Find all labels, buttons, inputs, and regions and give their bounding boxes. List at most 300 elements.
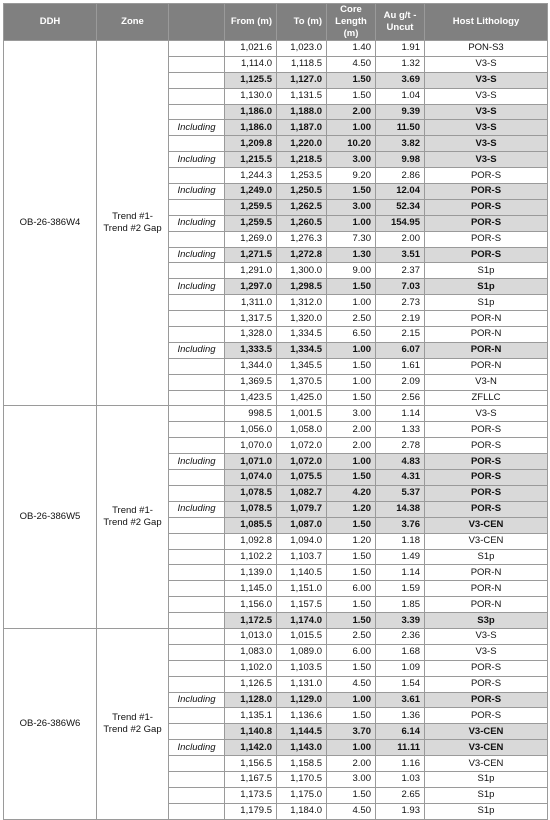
including-cell [169,549,225,565]
from-cell: 1,344.0 [225,358,277,374]
core-length-cell: 1.00 [327,374,376,390]
au-grade-cell: 1.33 [376,422,425,438]
core-length-cell: 3.00 [327,771,376,787]
including-cell [169,168,225,184]
au-grade-cell: 2.56 [376,390,425,406]
including-cell [169,756,225,772]
to-cell: 1,187.0 [277,120,327,136]
ddh-cell: OB-26-386W4 [4,41,97,406]
to-cell: 1,072.0 [277,438,327,454]
including-cell [169,470,225,486]
to-cell: 1,129.0 [277,692,327,708]
au-grade-cell: 1.54 [376,676,425,692]
core-length-cell: 2.00 [327,756,376,772]
au-grade-cell: 52.34 [376,199,425,215]
including-cell [169,88,225,104]
including-cell [169,533,225,549]
host-lithology-cell: POR-S [425,215,548,231]
to-cell: 1,260.5 [277,215,327,231]
to-cell: 1,175.0 [277,787,327,803]
to-cell: 1,253.5 [277,168,327,184]
including-cell [169,787,225,803]
from-cell: 1,140.8 [225,724,277,740]
au-grade-cell: 2.78 [376,438,425,454]
au-grade-cell: 4.31 [376,470,425,486]
au-grade-cell: 2.36 [376,628,425,644]
from-cell: 1,186.0 [225,120,277,136]
core-length-cell: 1.50 [327,597,376,613]
to-cell: 1,127.0 [277,72,327,88]
from-cell: 1,167.5 [225,771,277,787]
au-grade-cell: 154.95 [376,215,425,231]
table-header [4,4,548,41]
host-lithology-cell: POR-S [425,231,548,247]
from-cell: 1,423.5 [225,390,277,406]
to-cell: 1,250.5 [277,184,327,200]
core-length-cell: 10.20 [327,136,376,152]
host-lithology-cell: POR-N [425,342,548,358]
from-cell: 1,139.0 [225,565,277,581]
including-cell: Including [169,247,225,263]
core-length-cell: 1.20 [327,533,376,549]
to-cell: 1,015.5 [277,628,327,644]
including-cell: Including [169,692,225,708]
host-lithology-cell: V3-N [425,374,548,390]
header-including [169,4,225,41]
to-cell: 1,143.0 [277,740,327,756]
from-cell: 1,130.0 [225,88,277,104]
including-cell: Including [169,184,225,200]
header-au-grade: Au g/t - Uncut [376,4,425,41]
to-cell: 1,334.5 [277,327,327,343]
host-lithology-cell: S1p [425,787,548,803]
to-cell: 1,089.0 [277,644,327,660]
including-cell [169,358,225,374]
header-from: From (m) [225,4,277,41]
host-lithology-cell: S1p [425,295,548,311]
au-grade-cell: 1.68 [376,644,425,660]
to-cell: 1,094.0 [277,533,327,549]
host-lithology-cell: POR-S [425,247,548,263]
including-cell [169,311,225,327]
au-grade-cell: 1.16 [376,756,425,772]
core-length-cell: 1.00 [327,692,376,708]
from-cell: 1,078.5 [225,501,277,517]
core-length-cell: 1.50 [327,565,376,581]
au-grade-cell: 2.15 [376,327,425,343]
including-cell [169,374,225,390]
au-grade-cell: 6.07 [376,342,425,358]
zone-cell: Trend #1-Trend #2 Gap [97,41,169,406]
host-lithology-cell: S1p [425,279,548,295]
to-cell: 1,188.0 [277,104,327,120]
au-grade-cell: 1.91 [376,41,425,57]
from-cell: 1,102.0 [225,660,277,676]
core-length-cell: 4.50 [327,803,376,819]
core-length-cell: 2.50 [327,628,376,644]
core-length-cell: 9.00 [327,263,376,279]
including-cell [169,327,225,343]
including-cell: Including [169,215,225,231]
core-length-cell: 1.50 [327,390,376,406]
core-length-cell: 1.50 [327,708,376,724]
to-cell: 1,158.5 [277,756,327,772]
including-cell: Including [169,454,225,470]
host-lithology-cell: V3-CEN [425,724,548,740]
including-cell [169,104,225,120]
from-cell: 1,128.0 [225,692,277,708]
from-cell: 1,074.0 [225,470,277,486]
from-cell: 1,259.5 [225,199,277,215]
core-length-cell: 2.00 [327,104,376,120]
au-grade-cell: 6.14 [376,724,425,740]
including-cell [169,406,225,422]
to-cell: 1,079.7 [277,501,327,517]
au-grade-cell: 1.32 [376,56,425,72]
host-lithology-cell: V3-S [425,72,548,88]
from-cell: 1,209.8 [225,136,277,152]
ddh-cell: OB-26-386W5 [4,406,97,628]
core-length-cell: 1.50 [327,549,376,565]
au-grade-cell: 9.98 [376,152,425,168]
from-cell: 1,244.3 [225,168,277,184]
au-grade-cell: 3.51 [376,247,425,263]
core-length-cell: 2.00 [327,438,376,454]
including-cell: Including [169,120,225,136]
au-grade-cell: 12.04 [376,184,425,200]
from-cell: 1,259.5 [225,215,277,231]
au-grade-cell: 2.65 [376,787,425,803]
host-lithology-cell: POR-N [425,597,548,613]
core-length-cell: 1.50 [327,660,376,676]
core-length-cell: 1.20 [327,501,376,517]
host-lithology-cell: POR-S [425,676,548,692]
core-length-cell: 1.50 [327,279,376,295]
host-lithology-cell: POR-S [425,454,548,470]
including-cell: Including [169,740,225,756]
to-cell: 1,131.5 [277,88,327,104]
including-cell [169,263,225,279]
core-length-cell: 3.70 [327,724,376,740]
from-cell: 1,249.0 [225,184,277,200]
from-cell: 1,102.2 [225,549,277,565]
from-cell: 1,142.0 [225,740,277,756]
core-length-cell: 4.50 [327,56,376,72]
host-lithology-cell: POR-S [425,485,548,501]
core-length-cell: 6.00 [327,644,376,660]
including-cell [169,676,225,692]
to-cell: 1,058.0 [277,422,327,438]
to-cell: 1,272.8 [277,247,327,263]
table-row [4,628,548,644]
au-grade-cell: 2.86 [376,168,425,184]
core-length-cell: 1.40 [327,41,376,57]
au-grade-cell: 1.93 [376,803,425,819]
au-grade-cell: 5.37 [376,485,425,501]
host-lithology-cell: POR-S [425,168,548,184]
to-cell: 1,220.0 [277,136,327,152]
including-cell [169,613,225,629]
core-length-cell: 1.50 [327,470,376,486]
including-cell: Including [169,501,225,517]
host-lithology-cell: POR-S [425,438,548,454]
from-cell: 1,328.0 [225,327,277,343]
host-lithology-cell: POR-S [425,708,548,724]
from-cell: 1,078.5 [225,485,277,501]
table-body [4,41,548,820]
to-cell: 1,184.0 [277,803,327,819]
from-cell: 1,126.5 [225,676,277,692]
host-lithology-cell: POR-S [425,470,548,486]
from-cell: 1,071.0 [225,454,277,470]
host-lithology-cell: V3-S [425,628,548,644]
core-length-cell: 1.50 [327,88,376,104]
including-cell [169,644,225,660]
assay-table-container [3,3,548,820]
including-cell [169,136,225,152]
core-length-cell: 1.50 [327,358,376,374]
header-ddh: DDH [4,4,97,41]
au-grade-cell: 11.11 [376,740,425,756]
core-length-cell: 2.00 [327,422,376,438]
including-cell [169,517,225,533]
core-length-cell: 1.50 [327,787,376,803]
core-length-cell: 1.00 [327,120,376,136]
from-cell: 1,156.5 [225,756,277,772]
host-lithology-cell: V3-S [425,88,548,104]
core-length-cell: 4.50 [327,676,376,692]
host-lithology-cell: S3p [425,613,548,629]
to-cell: 1,298.5 [277,279,327,295]
from-cell: 1,173.5 [225,787,277,803]
host-lithology-cell: POR-N [425,327,548,343]
to-cell: 1,072.0 [277,454,327,470]
core-length-cell: 1.50 [327,184,376,200]
au-grade-cell: 3.69 [376,72,425,88]
including-cell [169,628,225,644]
host-lithology-cell: POR-N [425,358,548,374]
from-cell: 1,083.0 [225,644,277,660]
from-cell: 998.5 [225,406,277,422]
including-cell [169,771,225,787]
including-cell [169,581,225,597]
from-cell: 1,085.5 [225,517,277,533]
au-grade-cell: 3.61 [376,692,425,708]
from-cell: 1,179.5 [225,803,277,819]
from-cell: 1,186.0 [225,104,277,120]
au-grade-cell: 1.85 [376,597,425,613]
to-cell: 1,312.0 [277,295,327,311]
au-grade-cell: 3.76 [376,517,425,533]
core-length-cell: 1.00 [327,740,376,756]
core-length-cell: 1.30 [327,247,376,263]
au-grade-cell: 3.39 [376,613,425,629]
from-cell: 1,125.5 [225,72,277,88]
to-cell: 1,170.5 [277,771,327,787]
header-zone: Zone [97,4,169,41]
including-cell: Including [169,152,225,168]
to-cell: 1,276.3 [277,231,327,247]
from-cell: 1,070.0 [225,438,277,454]
host-lithology-cell: POR-S [425,199,548,215]
including-cell [169,231,225,247]
host-lithology-cell: POR-S [425,501,548,517]
to-cell: 1,082.7 [277,485,327,501]
core-length-cell: 1.50 [327,613,376,629]
header-to: To (m) [277,4,327,41]
core-length-cell: 1.00 [327,454,376,470]
host-lithology-cell: ZFLLC [425,390,548,406]
to-cell: 1,136.6 [277,708,327,724]
from-cell: 1,369.5 [225,374,277,390]
from-cell: 1,056.0 [225,422,277,438]
host-lithology-cell: S1p [425,803,548,819]
au-grade-cell: 1.59 [376,581,425,597]
core-length-cell: 3.00 [327,199,376,215]
au-grade-cell: 2.19 [376,311,425,327]
to-cell: 1,144.5 [277,724,327,740]
from-cell: 1,145.0 [225,581,277,597]
ddh-cell: OB-26-386W6 [4,628,97,819]
to-cell: 1,300.0 [277,263,327,279]
au-grade-cell: 2.37 [376,263,425,279]
core-length-cell: 6.00 [327,581,376,597]
host-lithology-cell: POR-N [425,565,548,581]
au-grade-cell: 1.14 [376,406,425,422]
core-length-cell: 1.00 [327,342,376,358]
au-grade-cell: 2.73 [376,295,425,311]
from-cell: 1,021.6 [225,41,277,57]
to-cell: 1,174.0 [277,613,327,629]
core-length-cell: 1.00 [327,295,376,311]
to-cell: 1,370.5 [277,374,327,390]
including-cell [169,803,225,819]
core-length-cell: 3.00 [327,406,376,422]
from-cell: 1,114.0 [225,56,277,72]
au-grade-cell: 9.39 [376,104,425,120]
to-cell: 1,345.5 [277,358,327,374]
assay-results-table [3,3,548,820]
from-cell: 1,172.5 [225,613,277,629]
to-cell: 1,218.5 [277,152,327,168]
host-lithology-cell: POR-S [425,184,548,200]
from-cell: 1,013.0 [225,628,277,644]
including-cell [169,438,225,454]
host-lithology-cell: V3-CEN [425,517,548,533]
au-grade-cell: 1.18 [376,533,425,549]
host-lithology-cell: S1p [425,549,548,565]
including-cell [169,199,225,215]
core-length-cell: 1.50 [327,72,376,88]
including-cell [169,708,225,724]
to-cell: 1,320.0 [277,311,327,327]
core-length-cell: 6.50 [327,327,376,343]
core-length-cell: 2.50 [327,311,376,327]
host-lithology-cell: V3-S [425,136,548,152]
core-length-cell: 1.00 [327,215,376,231]
core-length-cell: 1.50 [327,517,376,533]
including-cell [169,660,225,676]
from-cell: 1,215.5 [225,152,277,168]
host-lithology-cell: PON-S3 [425,41,548,57]
host-lithology-cell: V3-S [425,56,548,72]
to-cell: 1,103.7 [277,549,327,565]
including-cell [169,597,225,613]
au-grade-cell: 1.09 [376,660,425,676]
including-cell [169,72,225,88]
host-lithology-cell: V3-S [425,406,548,422]
including-cell [169,56,225,72]
including-cell [169,565,225,581]
to-cell: 1,087.0 [277,517,327,533]
to-cell: 1,001.5 [277,406,327,422]
au-grade-cell: 3.82 [376,136,425,152]
including-cell [169,295,225,311]
host-lithology-cell: POR-N [425,581,548,597]
header-host-lithology: Host Lithology [425,4,548,41]
to-cell: 1,151.0 [277,581,327,597]
from-cell: 1,156.0 [225,597,277,613]
from-cell: 1,271.5 [225,247,277,263]
au-grade-cell: 1.14 [376,565,425,581]
host-lithology-cell: V3-S [425,152,548,168]
including-cell [169,422,225,438]
to-cell: 1,140.5 [277,565,327,581]
au-grade-cell: 1.36 [376,708,425,724]
including-cell: Including [169,342,225,358]
host-lithology-cell: S1p [425,263,548,279]
from-cell: 1,291.0 [225,263,277,279]
au-grade-cell: 14.38 [376,501,425,517]
host-lithology-cell: V3-CEN [425,756,548,772]
to-cell: 1,262.5 [277,199,327,215]
from-cell: 1,269.0 [225,231,277,247]
from-cell: 1,135.1 [225,708,277,724]
from-cell: 1,297.0 [225,279,277,295]
to-cell: 1,157.5 [277,597,327,613]
zone-cell: Trend #1-Trend #2 Gap [97,406,169,628]
host-lithology-cell: POR-S [425,422,548,438]
table-row [4,41,548,57]
au-grade-cell: 7.03 [376,279,425,295]
host-lithology-cell: POR-S [425,692,548,708]
au-grade-cell: 1.03 [376,771,425,787]
host-lithology-cell: V3-CEN [425,533,548,549]
au-grade-cell: 2.09 [376,374,425,390]
from-cell: 1,311.0 [225,295,277,311]
au-grade-cell: 4.83 [376,454,425,470]
host-lithology-cell: V3-S [425,120,548,136]
to-cell: 1,023.0 [277,41,327,57]
to-cell: 1,118.5 [277,56,327,72]
including-cell [169,724,225,740]
zone-cell: Trend #1-Trend #2 Gap [97,628,169,819]
host-lithology-cell: V3-S [425,644,548,660]
header-row [4,4,548,41]
including-cell [169,485,225,501]
host-lithology-cell: S1p [425,771,548,787]
including-cell: Including [169,279,225,295]
to-cell: 1,103.5 [277,660,327,676]
core-length-cell: 9.20 [327,168,376,184]
to-cell: 1,425.0 [277,390,327,406]
au-grade-cell: 1.49 [376,549,425,565]
core-length-cell: 3.00 [327,152,376,168]
au-grade-cell: 1.61 [376,358,425,374]
from-cell: 1,317.5 [225,311,277,327]
from-cell: 1,333.5 [225,342,277,358]
to-cell: 1,075.5 [277,470,327,486]
